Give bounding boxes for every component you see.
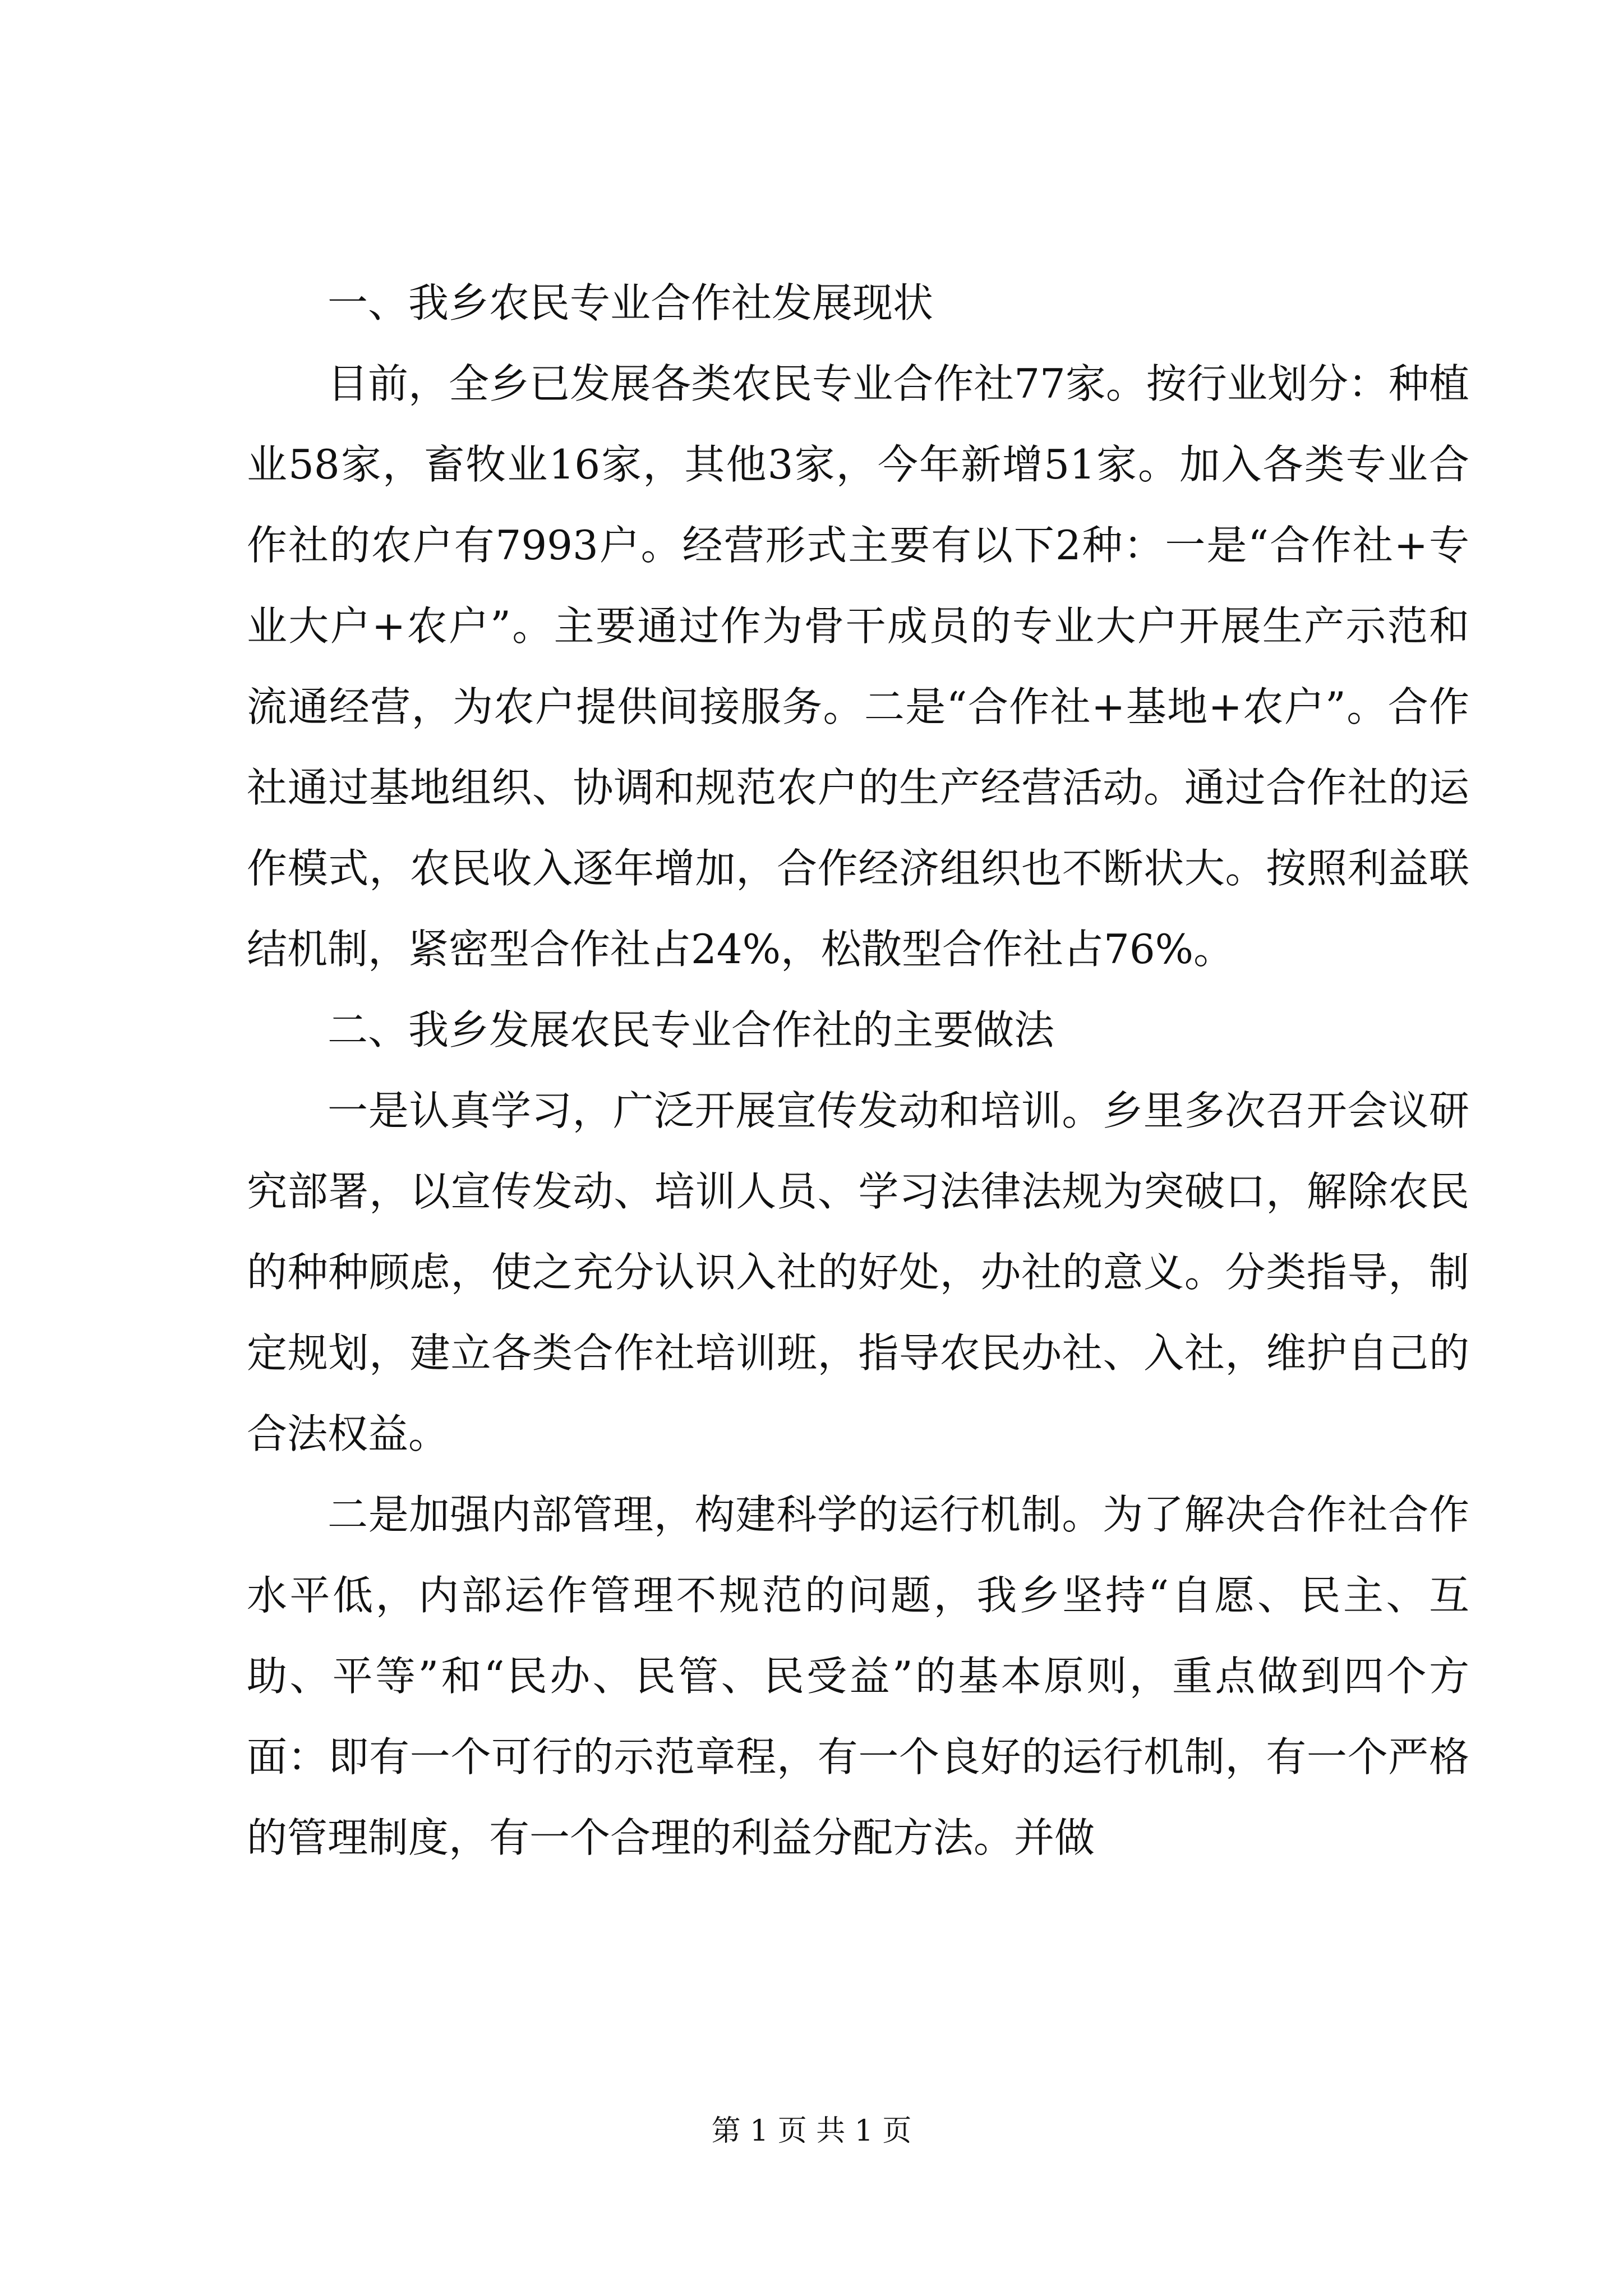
paragraph-practice-1: 一是认真学习，广泛开展宣传发动和培训。乡里多次召开会议研究部署，以宣传发动、培训人员、学习法律法规为突破口，解除农民的种种顾虑，使之充分认识入社的好处，办社的意义。分类指导，制定规划，建立各类合作社培训班，指导农民办社、入社，维护自己的合法权益。 xyxy=(247,1087,1469,1457)
paragraph-status: 目前，全乡已发展各类农民专业合作社77家。按行业划分：种植业58家，畜牧业16家，其他3家，今年新增51家。加入各类专业合作社的农户有7993户。经营形式主要有以下2种：一是“合作社+专业大户+农户”。主要通过作为骨干成员的专业大户开展生产示范和流通经营，为农户提供间接服务。二是“合作社+基地+农户”。合作社通过基地组织、协调和规范农户的生产经营活动。通过合作社的运作模式，农民收入逐年增加，合作经济组织也不断状大。按照利益联结机制，紧密型合作社占24%，松散型合作社占76%。 xyxy=(247,360,1469,973)
section-heading-1: 一、我乡农民专业合作社发展现状 xyxy=(328,279,934,326)
document-body xyxy=(247,263,1469,1878)
page-number-footer: 第 1 页 共 1 页 xyxy=(711,2114,912,2148)
paragraph-practice-2: 二是加强内部管理，构建科学的运行机制。为了解决合作社合作水平低，内部运作管理不规范的问题，我乡坚持“自愿、民主、互助、平等”和“民办、民管、民受益”的基本原则，重点做到四个方面：即有一个可行的示范章程，有一个良好的运行机制，有一个严格的管理制度，有一个合理的利益分配方法。并做 xyxy=(247,1491,1469,1861)
section-heading-2: 二、我乡发展农民专业合作社的主要做法 xyxy=(328,1006,1055,1053)
